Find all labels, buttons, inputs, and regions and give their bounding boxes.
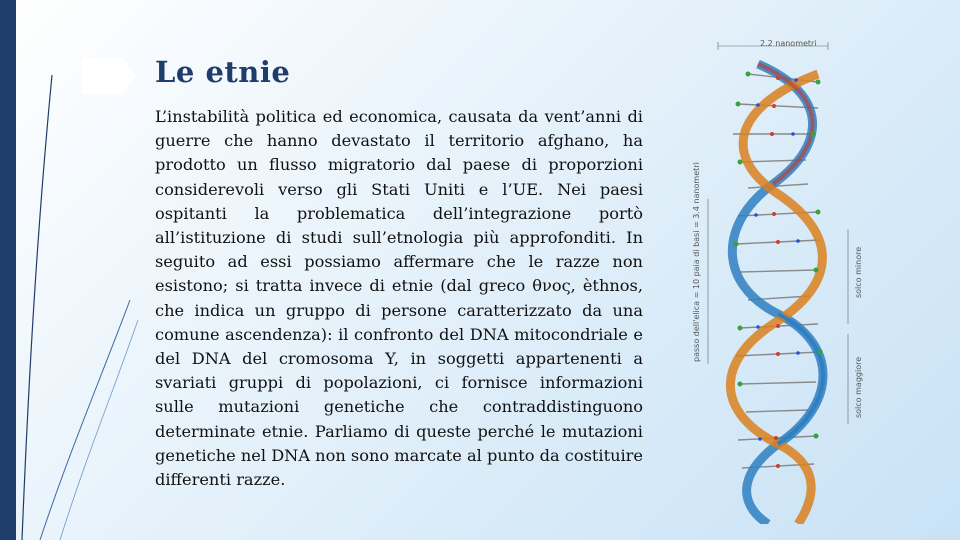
dna-major-groove-label: solco maggiore xyxy=(854,356,863,418)
dna-double-helix-illustration xyxy=(678,34,878,524)
dna-pitch-label: passo dell'elica = 10 paia di basi = 3.4 nanometri xyxy=(692,162,701,362)
dna-width-label: 2.2 nanometri xyxy=(760,39,817,48)
slide-title: Le etnie xyxy=(155,55,291,89)
slide-body-text: L’instabilità politica ed economica, causata da vent’anni di guerre che hanno devastato il territorio afghano, ha prodotto un flusso migratorio dal paese di proporzioni considerevoli verso gli Stati Uniti e l’UE. Nei paesi ospitanti la problematica dell’integrazione portò all’istituzione di studi sull’etnologia più approfonditi. In seguito ad essi possiamo affermare che le razze non esistono; si tratta invece di etnie (dal greco θνος, èthnos, che indica un gruppo di persone caratterizzato da una comune ascendenza): il confronto del DNA mitocondriale e del DNA del cromosoma Y, in soggetti appartenenti a svariati gruppi di popolazioni, ci fornisce informazioni sulle mutazioni genetiche che contraddistinguono determinate etnie. Parliamo di queste perché le mutazioni genetiche nel DNA non sono marcate al punto da costituire differenti razze. xyxy=(155,107,643,490)
title-arrow-marker xyxy=(82,58,122,94)
title-arrow-tip xyxy=(122,58,136,94)
dna-minor-groove-label: solco minore xyxy=(854,246,863,298)
